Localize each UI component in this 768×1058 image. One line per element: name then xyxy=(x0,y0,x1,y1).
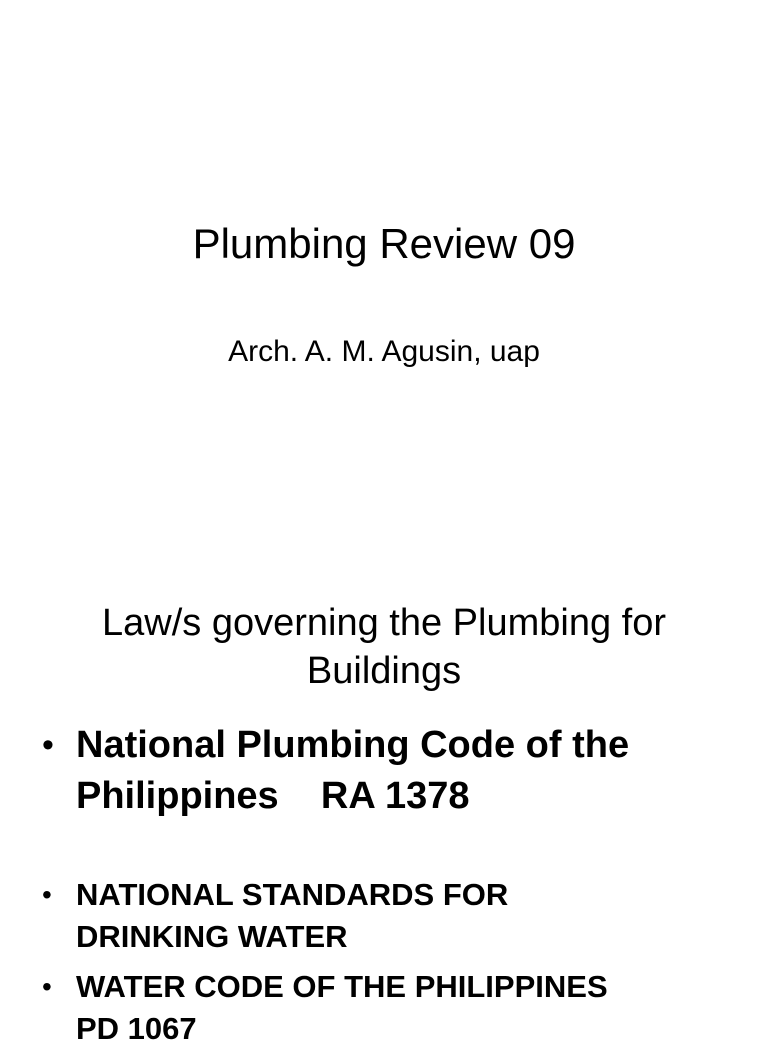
bullet-dot: • xyxy=(42,971,52,1002)
bullet-item xyxy=(40,720,740,822)
slide-heading-line-1: Law/s governing the Plumbing for xyxy=(102,602,666,644)
content-slide xyxy=(0,576,768,1046)
bullet-dot: • xyxy=(42,879,52,910)
bullet-text-line-2: Philippines RA 1378 xyxy=(76,775,470,817)
bullet-item xyxy=(40,966,740,1050)
bullet-text-line-1: NATIONAL STANDARDS FOR xyxy=(76,877,509,912)
slide-title: Plumbing Review 09 xyxy=(192,220,576,267)
bullet-text-line-2: DRINKING WATER xyxy=(76,919,348,954)
bullet-text-line-1: National Plumbing Code of the xyxy=(76,724,630,766)
main-bullet-list xyxy=(40,720,740,822)
bullet-text-line-2: PD 1067 xyxy=(76,1011,197,1046)
bullet-item xyxy=(40,874,740,958)
bullet-text-line-1: WATER CODE OF THE PHILIPPINES xyxy=(76,969,608,1004)
slide-subtitle: Arch. A. M. Agusin, uap xyxy=(228,335,540,368)
slide-heading xyxy=(0,599,768,695)
bullet-dot: • xyxy=(42,726,54,764)
secondary-bullet-list xyxy=(40,874,740,1058)
slide-heading-line-2: Buildings xyxy=(306,650,462,692)
